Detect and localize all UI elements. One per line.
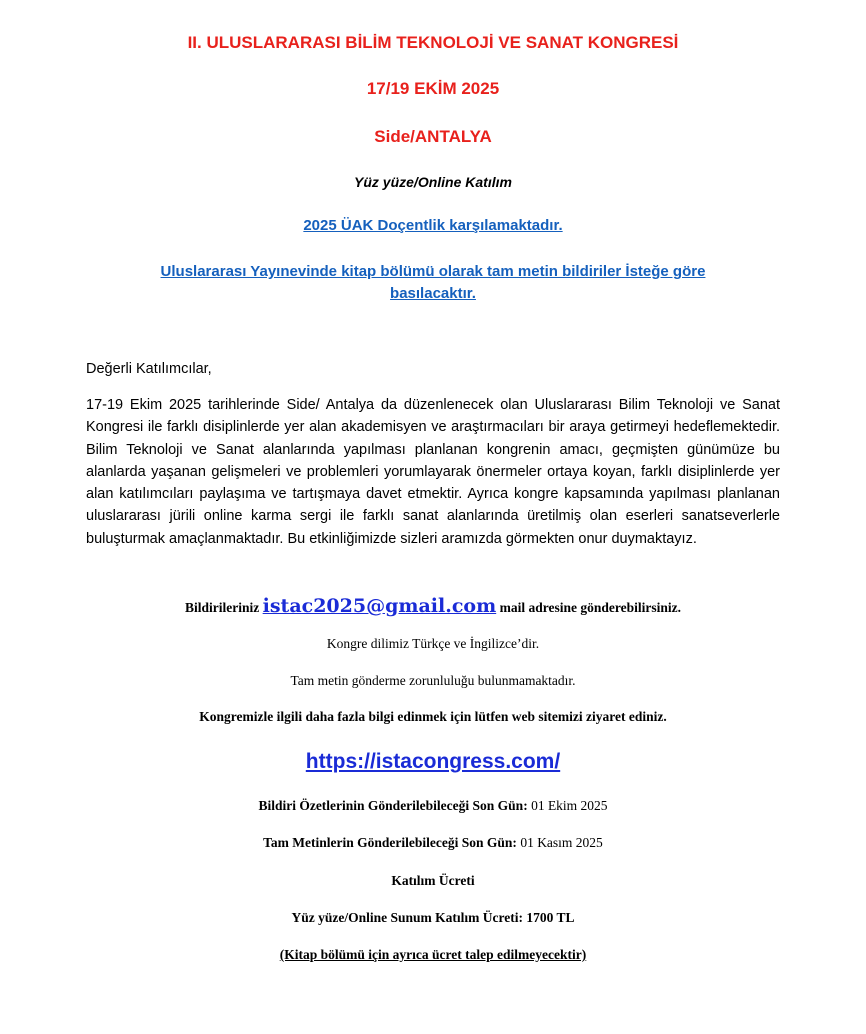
language-info: Kongre dilimiz Türkçe ve İngilizce’dir.: [326, 636, 540, 651]
book-chapter-link[interactable]: [120, 261, 746, 305]
full-text-info: Tam metin gönderme zorunluluğu bulunmamaktadır.: [290, 673, 576, 688]
email-link[interactable]: istac2025@gmail.com: [262, 595, 497, 617]
uak-link[interactable]: 2025 ÜAK Doçentlik karşılamaktadır.: [303, 217, 563, 234]
fee-note: (Kitap bölümü için ayrıca ücret talep edilmeyecektir): [279, 947, 587, 962]
fulltext-deadline-date: 01 Kasım 2025: [520, 835, 603, 850]
letter-paragraph: 17-19 Ekim 2025 tarihlerinde Side/ Antalya da düzenlenecek olan Uluslararası Bilim Teknoloji ve Sanat Kongresi ile farklı disiplinlerde yer alan akademisyen ve araştırmacıları bir araya getirmeyi hedeflemektedir. Bilim Teknoloji ve Sanat alanlarında yapılması planlanan kongrenin amacı, geçmişten günümüze bu alanlarda yaşanan gelişmeleri ve problemleri yorumlayarak önermeler ortaya koyan, farklı disiplinlerde yer alan katılımcıları paylaşıma ve tartışmaya davet etmektir. Ayrıca kongre kapsamında yapılması planlanan uluslararası jürili online karma sergi ile farklı sanat alanlarında üretilmiş olan eserleri sanatseverlerle buluşturmak amaçlanmaktadır. Bu etkinliğimizde sizleri aramızda görmekten onur duymaktayız.: [86, 397, 780, 547]
submission-line: [0, 595, 866, 617]
abstract-deadline-date: 01 Ekim 2025: [531, 798, 608, 813]
letter-greeting: Değerli Katılımcılar,: [86, 361, 212, 377]
abstract-deadline-label: Bildiri Özetlerinin Gönderilebileceği Son Gün:: [258, 798, 528, 813]
website-link[interactable]: https://istacongress.com/: [305, 750, 561, 773]
congress-dates: 17/19 EKİM 2025: [366, 79, 500, 98]
abstract-deadline: [0, 798, 866, 814]
website-prompt: Kongremizle ilgili daha fazla bilgi edinmek için lütfen web sitemizi ziyaret ediniz.: [199, 709, 667, 724]
submission-prefix: Bildirileriniz: [185, 600, 260, 615]
fulltext-deadline: [0, 835, 866, 851]
book-chapter-link-line2: basılacaktır.: [390, 285, 476, 302]
congress-location: Side/ANTALYA: [374, 127, 492, 146]
fee-line: Yüz yüze/Online Sunum Katılım Ücreti: 1700 TL: [291, 910, 575, 925]
book-chapter-link-line1: Uluslararası Yayınevinde kitap bölümü olarak tam metin bildiriler İsteğe göre: [160, 263, 706, 280]
fee-heading: Katılım Ücreti: [391, 873, 475, 888]
submission-suffix: mail adresine gönderebilirsiniz.: [499, 600, 681, 615]
participation-format: Yüz yüze/Online Katılım: [354, 174, 512, 190]
congress-title: II. ULUSLARARASI BİLİM TEKNOLOJİ VE SANAT KONGRESİ: [187, 33, 679, 52]
fulltext-deadline-label: Tam Metinlerin Gönderilebileceği Son Gün:: [263, 835, 517, 850]
